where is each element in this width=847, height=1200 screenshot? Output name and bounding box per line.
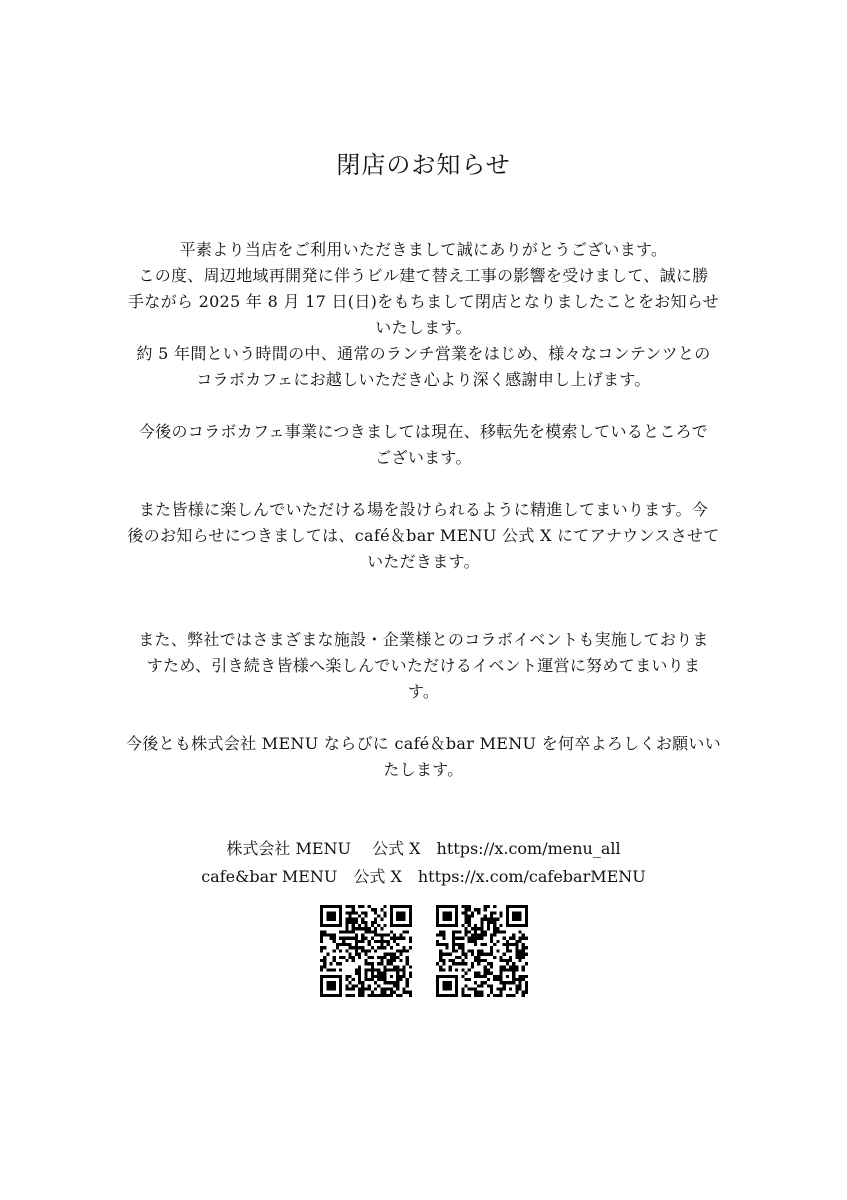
qr-code-icon-cafebar-menu <box>436 905 528 997</box>
text-line: 平素より当店をご利用いただきまして誠にありがとうございます。 <box>179 240 668 259</box>
text-line: ございます。 <box>375 448 472 467</box>
text-line: いたします。 <box>375 318 472 337</box>
paragraph-closure <box>105 237 742 393</box>
paragraph-events <box>105 627 742 705</box>
notice-body <box>105 237 742 783</box>
text-line: たします。 <box>383 760 464 779</box>
text-line: 今後とも株式会社 MENU ならびに café＆bar MENU を何卒よろしくお願いい <box>125 734 722 753</box>
qr-code-row <box>0 905 847 997</box>
text-line: また皆様に楽しんでいただける場を設けられるように精進してまいります。今 <box>138 500 709 519</box>
text-line: また、弊社ではさまざまな施設・企業様とのコラボイベントも実施しておりま <box>138 630 709 649</box>
qr-code-icon-menu-all <box>320 905 412 997</box>
text-line: 今後のコラボカフェ事業につきましては現在、移転先を模索しているところで <box>138 422 709 441</box>
paragraph-relocation <box>105 419 742 471</box>
text-line: 後のお知らせにつきましては、café＆bar MENU 公式 X にてアナウンスさせて <box>127 526 720 545</box>
text-line: 手ながら 2025 年 8 月 17 日(日)をもちまして閉店となりましたことをお知らせ <box>128 292 719 311</box>
text-line: す。 <box>407 682 440 701</box>
paragraph-announcements <box>105 497 742 575</box>
paragraph-closing <box>105 731 742 783</box>
text-line: コラボカフェにお越しいただき心より深く感謝申し上げます。 <box>196 370 651 389</box>
text-line: すため、引き続き皆様へ楽しんでいただけるイベント運営に努めてまいりま <box>146 656 701 675</box>
menu-official-x-link[interactable]: 株式会社 MENU 公式 X https://x.com/menu_all <box>226 839 621 858</box>
text-line: この度、周辺地域再開発に伴うビル建て替え工事の影響を受けまして、誠に勝 <box>138 266 709 285</box>
cafebar-official-x-link[interactable]: cafe&bar MENU 公式 X https://x.com/cafebarMENU <box>201 867 646 886</box>
page-title: 閉店のお知らせ <box>336 151 511 179</box>
text-line: いただきます。 <box>367 552 480 571</box>
official-accounts <box>0 835 847 891</box>
text-line: 約 5 年間という時間の中、通常のランチ営業をはじめ、様々なコンテンツとの <box>136 344 711 363</box>
